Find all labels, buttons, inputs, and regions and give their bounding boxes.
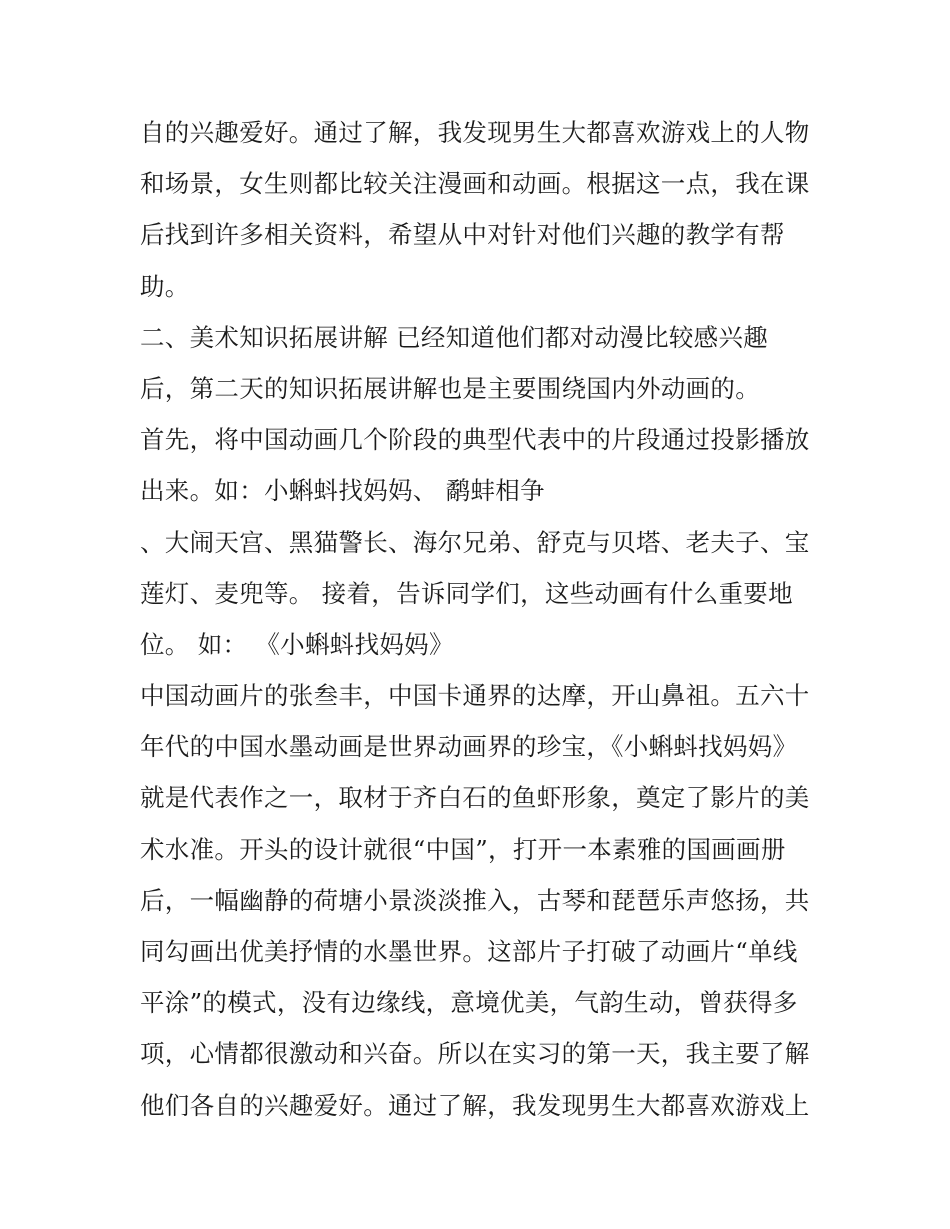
text-line: 同勾画出优美抒情的水墨世界。这部片子打破了动画片“单线 [140,937,798,966]
text-line: 助。 [140,271,190,301]
text-line: 就是代表作之一，取材于齐白石的鱼虾形象，奠定了影片的美 [140,783,810,813]
section-heading-line: 二、美术知识拓展讲解 已经知道他们都对动漫比较感兴趣 [140,322,769,352]
text-line: 首先，将中国动画几个阶段的典型代表中的片段通过投影播放 [140,425,810,455]
text-line: 后，一幅幽静的荷塘小景淡淡推入，古琴和琵琶乐声悠扬，共 [140,885,810,915]
text-line: 、大闹天宫、黑猫警长、海尔兄弟、舒克与贝塔、老夫子、宝 [140,527,810,557]
text-line: 术水准。开头的设计就很“中国”，打开一本素雅的国画画册 [140,834,786,864]
text-line: 莲灯、麦兜等。 接着，告诉同学们，这些动画有什么重要地 [140,578,793,608]
text-line: 年代的中国水墨动画是世界动画界的珍宝，《小蝌蚪找妈妈》 [140,732,798,762]
text-line: 自的兴趣爱好。通过了解，我发现男生大都喜欢游戏上的人物 [140,118,810,147]
text-line: 中国动画片的张叁丰，中国卡通界的达摩，开山鼻祖。五六十 [140,681,810,711]
text-line: 位。 如： 《小蝌蚪找妈妈》 [140,629,454,659]
text-line: 出来。如：小蝌蚪找妈妈、 鹬蚌相争 [140,476,545,506]
text-line: 项，心情都很激动和兴奋。所以在实习的第一天，我主要了解 [140,1039,810,1069]
text-line: 他们各自的兴趣爱好。通过了解，我发现男生大都喜欢游戏上 [140,1090,810,1120]
text-line: 后找到许多相关资料，希望从中对针对他们兴趣的教学有帮 [140,220,785,250]
text-line: 和场景，女生则都比较关注漫画和动画。根据这一点，我在课 [140,169,810,199]
text-line: 后，第二天的知识拓展讲解也是主要围绕国内外动画的。 [140,373,760,403]
text-line: 平涂”的模式，没有边缘线，意境优美，气韵生动，曾获得多 [140,988,798,1018]
body-text [140,107,830,1131]
